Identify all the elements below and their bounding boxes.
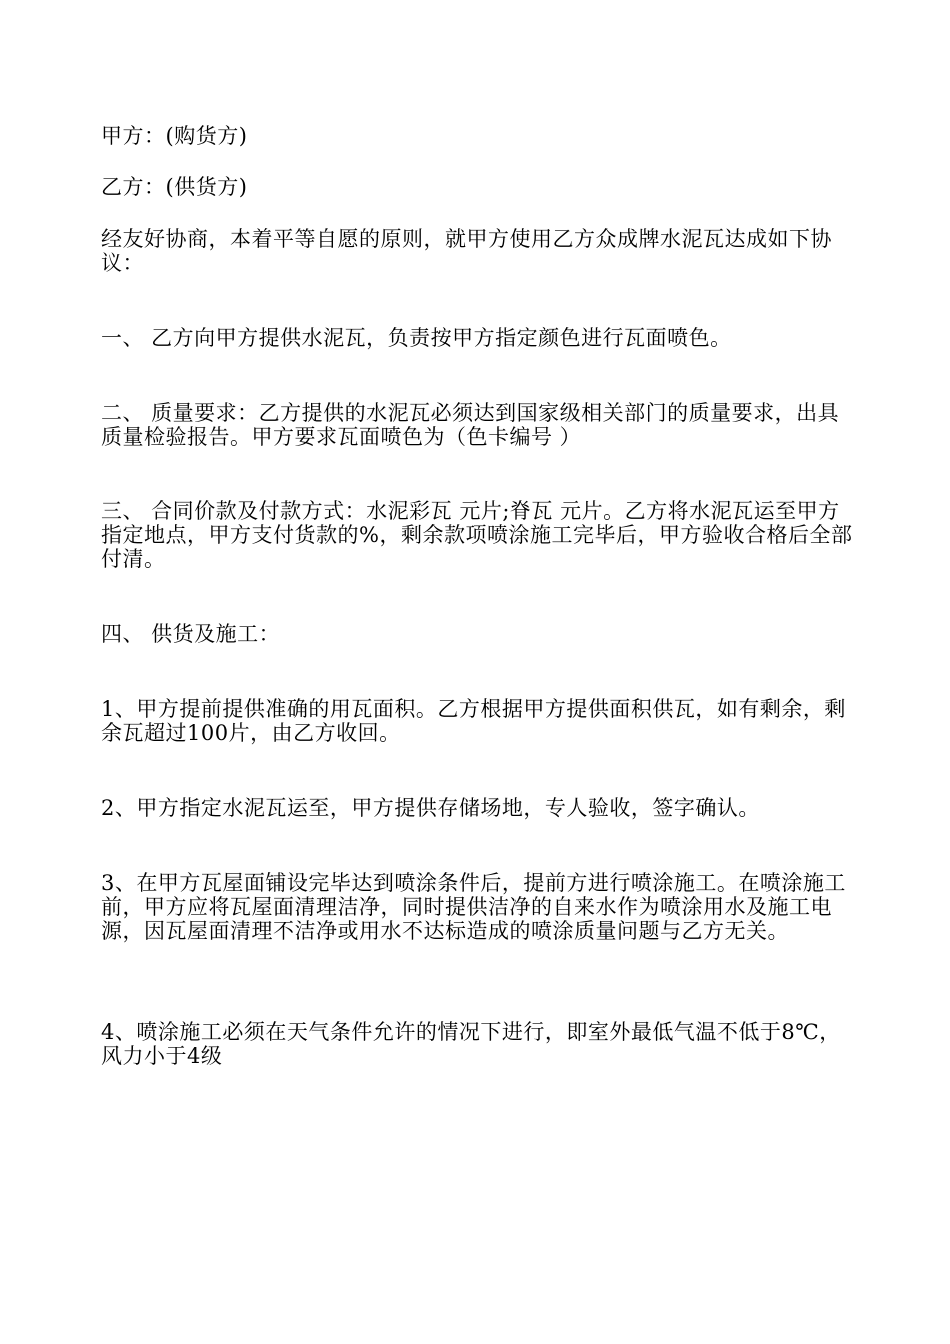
item-2: 2、甲方指定水泥瓦运至，甲方提供存储场地，专人验收，签字确认。 [101,796,760,820]
preamble-paragraph: 经友好协商，本着平等自愿的原则，就甲方使用乙方众成牌水泥瓦达成如下协议： [101,227,832,275]
item-4: 4、喷涂施工必须在天气条件允许的情况下进行，即室外最低气温不低于8℃，风力小于4级 [101,1020,841,1068]
item-1: 1、甲方提前提供准确的用瓦面积。乙方根据甲方提供面积供瓦，如有剩余，剩余瓦超过100片，由乙方收回。 [101,697,846,745]
party-a-line: 甲方：(购货方) [101,124,248,148]
party-b-line: 乙方：(供货方) [101,175,248,199]
clause-4: 四、 供货及施工： [101,622,281,646]
item-3: 3、在甲方瓦屋面铺设完毕达到喷涂条件后，提前方进行喷涂施工。在喷涂施工前，甲方应将瓦屋面清理洁净，同时提供洁净的自来水作为喷涂用水及施工电源，因瓦屋面清理不洁净或用水不达标造成的喷涂质量问题与乙方无关。 [101,871,846,943]
clause-2: 二、 质量要求：乙方提供的水泥瓦必须达到国家级相关部门的质量要求，出具质量检验报告。甲方要求瓦面喷色为（色卡编号 ） [101,401,840,449]
clause-3: 三、 合同价款及付款方式：水泥彩瓦 元片;脊瓦 元片。乙方将水泥瓦运至甲方指定地点，甲方支付货款的%，剩余款项喷涂施工完毕后，甲方验收合格后全部付清。 [101,499,853,571]
clause-1: 一、 乙方向甲方提供水泥瓦，负责按甲方指定颜色进行瓦面喷色。 [101,326,732,350]
